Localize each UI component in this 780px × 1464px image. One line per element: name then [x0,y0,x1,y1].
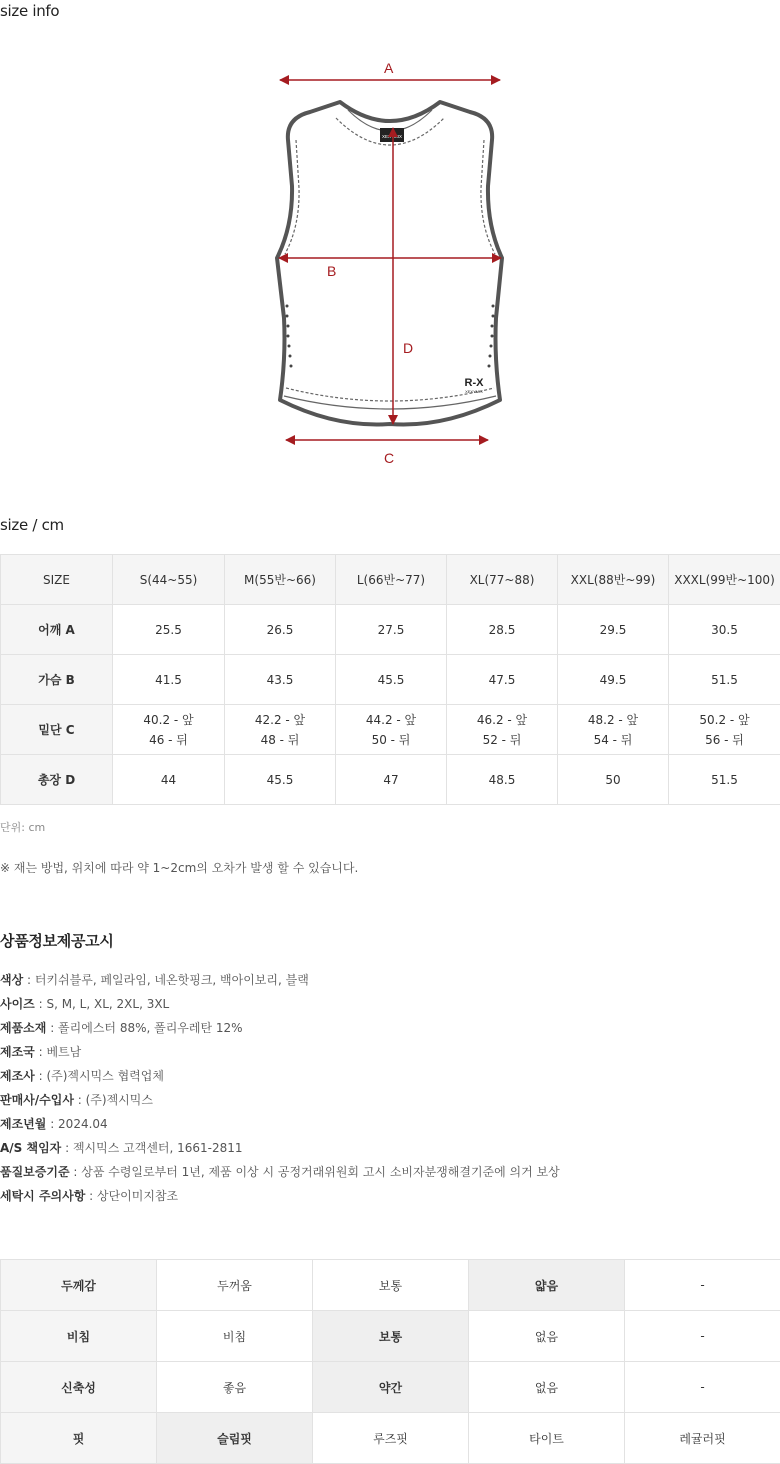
header-xxxl: XXXL(99반~100) [669,555,780,605]
attr-option: 타이트 [469,1413,625,1464]
hem-back: 50 - 뒤 [371,732,411,747]
hem-back: 56 - 뒤 [705,732,744,747]
table-cell: 47 [336,755,447,805]
table-cell: 26.5 [225,605,336,655]
size-table-header-row [1,555,780,605]
attr-label-fit: 핏 [1,1413,157,1464]
info-key: 제품소재 [0,1021,47,1035]
info-key: 품질보증기준 [0,1165,70,1179]
info-value: : 상단이미지참조 [85,1189,179,1203]
table-cell [225,705,336,755]
info-value: : 베트남 [34,1045,82,1059]
table-row [1,1311,780,1362]
table-row [1,705,780,755]
attr-option: - [625,1311,780,1362]
hem-front: 46.2 - 앞 [476,712,528,727]
header-xxl: XXL(88반~99) [558,555,669,605]
hem-front: 40.2 - 앞 [143,712,194,727]
attr-option-selected: 얇음 [469,1260,625,1311]
header-s: S(44~55) [113,555,225,605]
info-value: : 상품 수령일로부터 1년, 제품 이상 시 공정거래위원회 고시 소비자분쟁해결기준에 의거 보상 [69,1165,560,1179]
table-cell: 45.5 [336,655,447,705]
attr-option: 두꺼움 [157,1260,313,1311]
info-key: 제조사 [0,1069,35,1083]
hem-back: 54 - 뒤 [593,732,633,747]
info-value: : 폴리에스터 88%, 폴리우레탄 12% [46,1021,243,1035]
attr-option: - [625,1362,780,1413]
info-key: 판매사/수입사 [0,1093,74,1107]
header-xl: XL(77~88) [447,555,558,605]
table-cell: 48.5 [447,755,558,805]
list-item [0,1020,560,1044]
table-row [1,605,780,655]
info-key: 제조년월 [0,1117,47,1131]
rx-logo: R-X [464,377,484,389]
table-cell [558,705,669,755]
table-cell: 50 [558,755,669,805]
label-a: A [384,60,394,76]
hem-front: 44.2 - 앞 [365,712,417,727]
table-cell [336,705,447,755]
table-row [1,1260,780,1311]
list-item [0,1068,560,1092]
size-cm-heading: size / cm [0,516,64,534]
table-cell [669,705,780,755]
hem-front: 50.2 - 앞 [699,712,750,727]
hem-front: 48.2 - 앞 [587,712,639,727]
info-value: : 2024.04 [46,1117,108,1131]
attr-option: 없음 [469,1311,625,1362]
attr-option: 보통 [313,1260,469,1311]
table-cell: 51.5 [669,655,780,705]
table-cell: 41.5 [113,655,225,705]
label-c: C [384,450,395,466]
info-value: : 터키쉬블루, 페일라임, 네온핫핑크, 백아이보리, 블랙 [23,973,309,987]
table-cell: 43.5 [225,655,336,705]
list-item [0,1140,560,1164]
table-cell: 51.5 [669,755,780,805]
table-cell: 49.5 [558,655,669,705]
table-cell: 28.5 [447,605,558,655]
unit-note: 단위: cm [0,821,46,834]
table-row [1,1413,780,1464]
row-label-shoulder: 어깨 A [1,605,113,655]
list-item [0,1164,560,1188]
attr-option: 루즈핏 [313,1413,469,1464]
list-item [0,996,560,1020]
label-d: D [403,340,414,356]
list-item [0,1044,560,1068]
attr-option-selected: 슬림핏 [157,1413,313,1464]
table-cell: 25.5 [113,605,225,655]
list-item [0,1188,560,1212]
tank-top-illustration [0,48,780,478]
info-value: : 젝시믹스 고객센터, 1661-2811 [61,1141,243,1155]
garment-measurement-diagram [0,48,780,478]
list-item [0,1116,560,1140]
neck-brand-text: XEXYMIX [381,134,403,139]
info-key: A/S 책임자 [0,1141,62,1155]
hem-back: 48 - 뒤 [260,732,300,747]
info-value: : (주)젝시믹스 협력업체 [34,1069,164,1083]
table-cell: 29.5 [558,605,669,655]
fabric-attribute-table [0,1259,780,1464]
table-cell: 47.5 [447,655,558,705]
table-cell: 27.5 [336,605,447,655]
info-key: 제조국 [0,1045,35,1059]
product-info-list [0,972,560,1212]
table-cell: 30.5 [669,605,780,655]
info-key: 색상 [0,973,24,987]
size-table [0,554,780,805]
attr-option: 좋음 [157,1362,313,1413]
header-size: SIZE [1,555,113,605]
product-notice-heading: 상품정보제공고시 [0,932,114,950]
row-label-chest: 가슴 B [1,655,113,705]
info-key: 사이즈 [0,997,35,1011]
attr-option-selected: 보통 [313,1311,469,1362]
hem-front: 42.2 - 앞 [254,712,306,727]
attr-option-selected: 약간 [313,1362,469,1413]
rx-logo-sub: XEXYMIX [465,389,483,394]
hem-back: 52 - 뒤 [482,732,522,747]
hem-back: 46 - 뒤 [149,732,188,747]
attr-label-stretch: 신축성 [1,1362,157,1413]
attr-option: 없음 [469,1362,625,1413]
header-l: L(66반~77) [336,555,447,605]
attr-label-thickness: 두께감 [1,1260,157,1311]
table-cell [447,705,558,755]
info-value: : (주)젝시믹스 [73,1093,153,1107]
info-value: : S, M, L, XL, 2XL, 3XL [34,997,170,1011]
label-b: B [327,263,337,279]
header-m: M(55반~66) [225,555,336,605]
attr-option: - [625,1260,780,1311]
table-cell: 45.5 [225,755,336,805]
size-info-heading: size info [0,2,60,20]
measurement-error-note: ※ 재는 방법, 위치에 따라 약 1~2cm의 오차가 발생 할 수 있습니다. [0,861,359,875]
table-row [1,1362,780,1413]
attr-option: 레귤러핏 [625,1413,780,1464]
table-cell: 44 [113,755,225,805]
row-label-hem: 밑단 C [1,705,113,755]
table-row [1,655,780,705]
list-item [0,1092,560,1116]
table-cell [113,705,225,755]
table-row [1,755,780,805]
attr-option: 비침 [157,1311,313,1362]
attr-label-sheerness: 비침 [1,1311,157,1362]
info-key: 세탁시 주의사항 [0,1189,86,1203]
list-item [0,972,560,996]
row-label-length: 총장 D [1,755,113,805]
